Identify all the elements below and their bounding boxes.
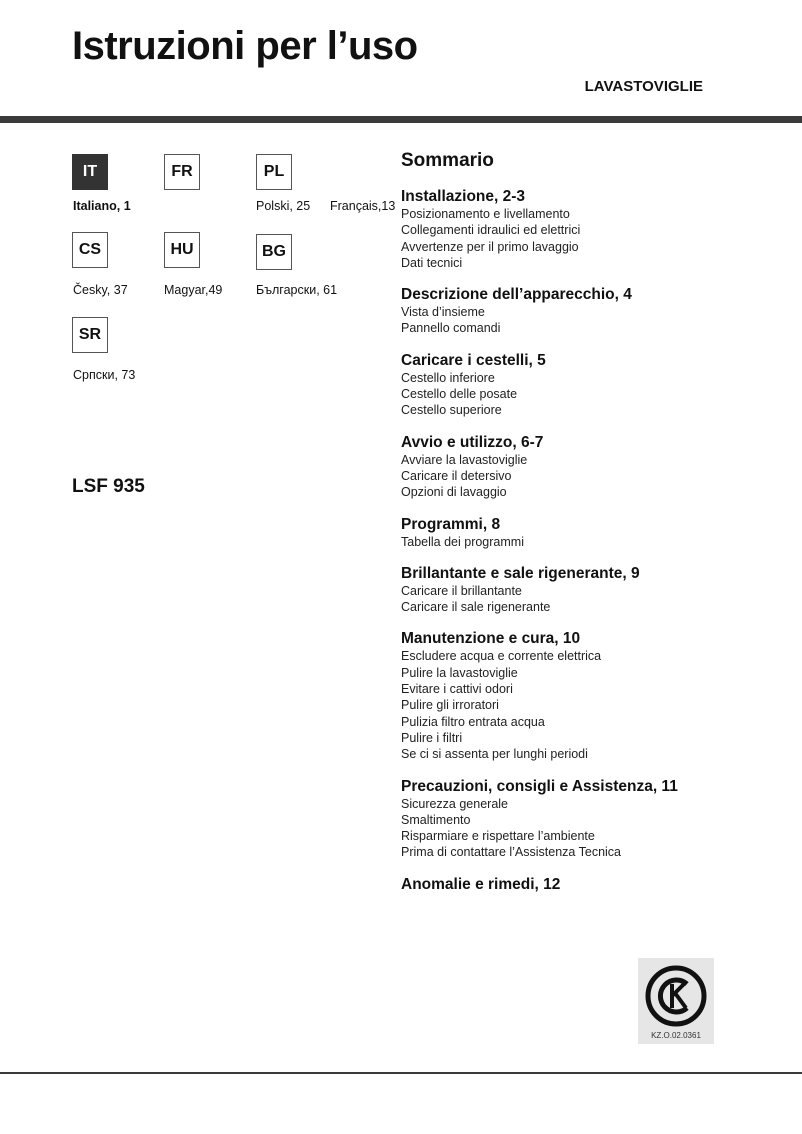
model-number: LSF 935 (72, 476, 145, 497)
lang-label-it[interactable]: Italiano, 1 (73, 199, 131, 213)
toc-section (401, 434, 791, 501)
toc-section (401, 565, 791, 616)
toc-section (401, 286, 791, 337)
toc-item[interactable]: Avviare la lavastoviglie (401, 452, 528, 467)
toc-item[interactable]: Caricare il sale rigenerante (401, 600, 551, 615)
toc-item[interactable]: Pulire gli irroratori (401, 698, 499, 713)
toc-item[interactable]: Tabella dei programmi (401, 534, 524, 549)
toc-item[interactable]: Pulire la lavastoviglie (401, 665, 518, 680)
toc-item[interactable]: Caricare il brillantante (401, 583, 522, 598)
toc-item[interactable]: Pulire i filtri (401, 730, 463, 745)
toc-item[interactable]: Cestello superiore (401, 403, 502, 418)
toc-item[interactable]: Smaltimento (401, 812, 471, 827)
toc-item[interactable]: Prima di contattare l’Assistenza Tecnica (401, 845, 622, 860)
lang-label-cs[interactable]: Česky, 37 (73, 283, 128, 297)
toc-section-title[interactable]: Descrizione dell’apparecchio, 4 (401, 286, 632, 304)
toc-heading: Sommario (401, 150, 494, 171)
toc-section (401, 876, 791, 894)
footer-divider (0, 1072, 802, 1074)
table-of-contents (401, 150, 791, 909)
lang-tab-cs[interactable]: CS (72, 232, 108, 268)
lang-tab-it[interactable]: IT (72, 154, 108, 190)
toc-item[interactable]: Risparmiare e rispettare l’ambiente (401, 829, 595, 844)
lang-label-hu[interactable]: Magyar,49 (164, 283, 223, 297)
toc-item[interactable]: Sicurezza generale (401, 796, 509, 811)
certification-logo (638, 958, 714, 1044)
header-divider (0, 116, 802, 123)
toc-section-title[interactable]: Programmi, 8 (401, 515, 501, 533)
lang-tab-bg[interactable]: BG (256, 234, 292, 270)
toc-item[interactable]: Avvertenze per il primo lavaggio (401, 239, 579, 254)
toc-item[interactable]: Opzioni di lavaggio (401, 485, 507, 500)
toc-item[interactable]: Pulizia filtro entrata acqua (401, 714, 545, 729)
lang-label-pl[interactable]: Polski, 25 (256, 199, 311, 213)
lang-tab-fr[interactable]: FR (164, 154, 200, 190)
toc-item[interactable]: Pannello comandi (401, 321, 501, 336)
toc-section (401, 630, 791, 762)
toc-item[interactable]: Collegamenti idraulici ed elettrici (401, 223, 581, 238)
toc-item[interactable]: Dati tecnici (401, 255, 463, 270)
toc-section-title[interactable]: Installazione, 2-3 (401, 188, 526, 205)
lang-tab-hu[interactable]: HU (164, 232, 200, 268)
document-title: Istruzioni per l’uso (72, 24, 418, 68)
toc-item[interactable]: Escludere acqua e corrente elettrica (401, 649, 602, 664)
toc-item[interactable]: Evitare i cattivi odori (401, 682, 513, 697)
lang-label-sr[interactable]: Српски, 73 (73, 368, 136, 382)
toc-item[interactable]: Posizionamento e livellamento (401, 207, 570, 221)
product-category: LAVASTOVIGLIE (584, 78, 703, 95)
toc-item[interactable]: Caricare il detersivo (401, 468, 512, 483)
lang-tab-sr[interactable]: SR (72, 317, 108, 353)
toc-section (401, 516, 791, 550)
toc-section-title[interactable]: Manutenzione e cura, 10 (401, 630, 581, 648)
toc-item[interactable]: Cestello delle posate (401, 387, 518, 402)
toc-section-title[interactable]: Avvio e utilizzo, 6-7 (401, 433, 544, 451)
toc-section (401, 188, 791, 271)
toc-section-title[interactable]: Caricare i cestelli, 5 (401, 351, 546, 369)
toc-section-title[interactable]: Anomalie e rimedi, 12 (401, 875, 561, 893)
toc-item[interactable]: Vista d’insieme (401, 305, 485, 320)
toc-section-title[interactable]: Precauzioni, consigli e Assistenza, 11 (401, 777, 678, 795)
toc-item[interactable]: Se ci si assenta per lunghi periodi (401, 747, 588, 762)
toc-section-title[interactable]: Brillantante e sale rigenerante, 9 (401, 564, 640, 582)
toc-section (401, 352, 791, 419)
toc-section (401, 778, 791, 861)
lang-label-fr[interactable]: Français,13 (330, 199, 396, 213)
certification-code: KZ.O.02.0361 (651, 1031, 701, 1040)
lang-tab-pl[interactable]: PL (256, 154, 292, 190)
kz-certification-mark-icon (642, 962, 710, 1028)
toc-item[interactable]: Cestello inferiore (401, 370, 495, 385)
lang-label-bg[interactable]: Български, 61 (256, 283, 338, 297)
